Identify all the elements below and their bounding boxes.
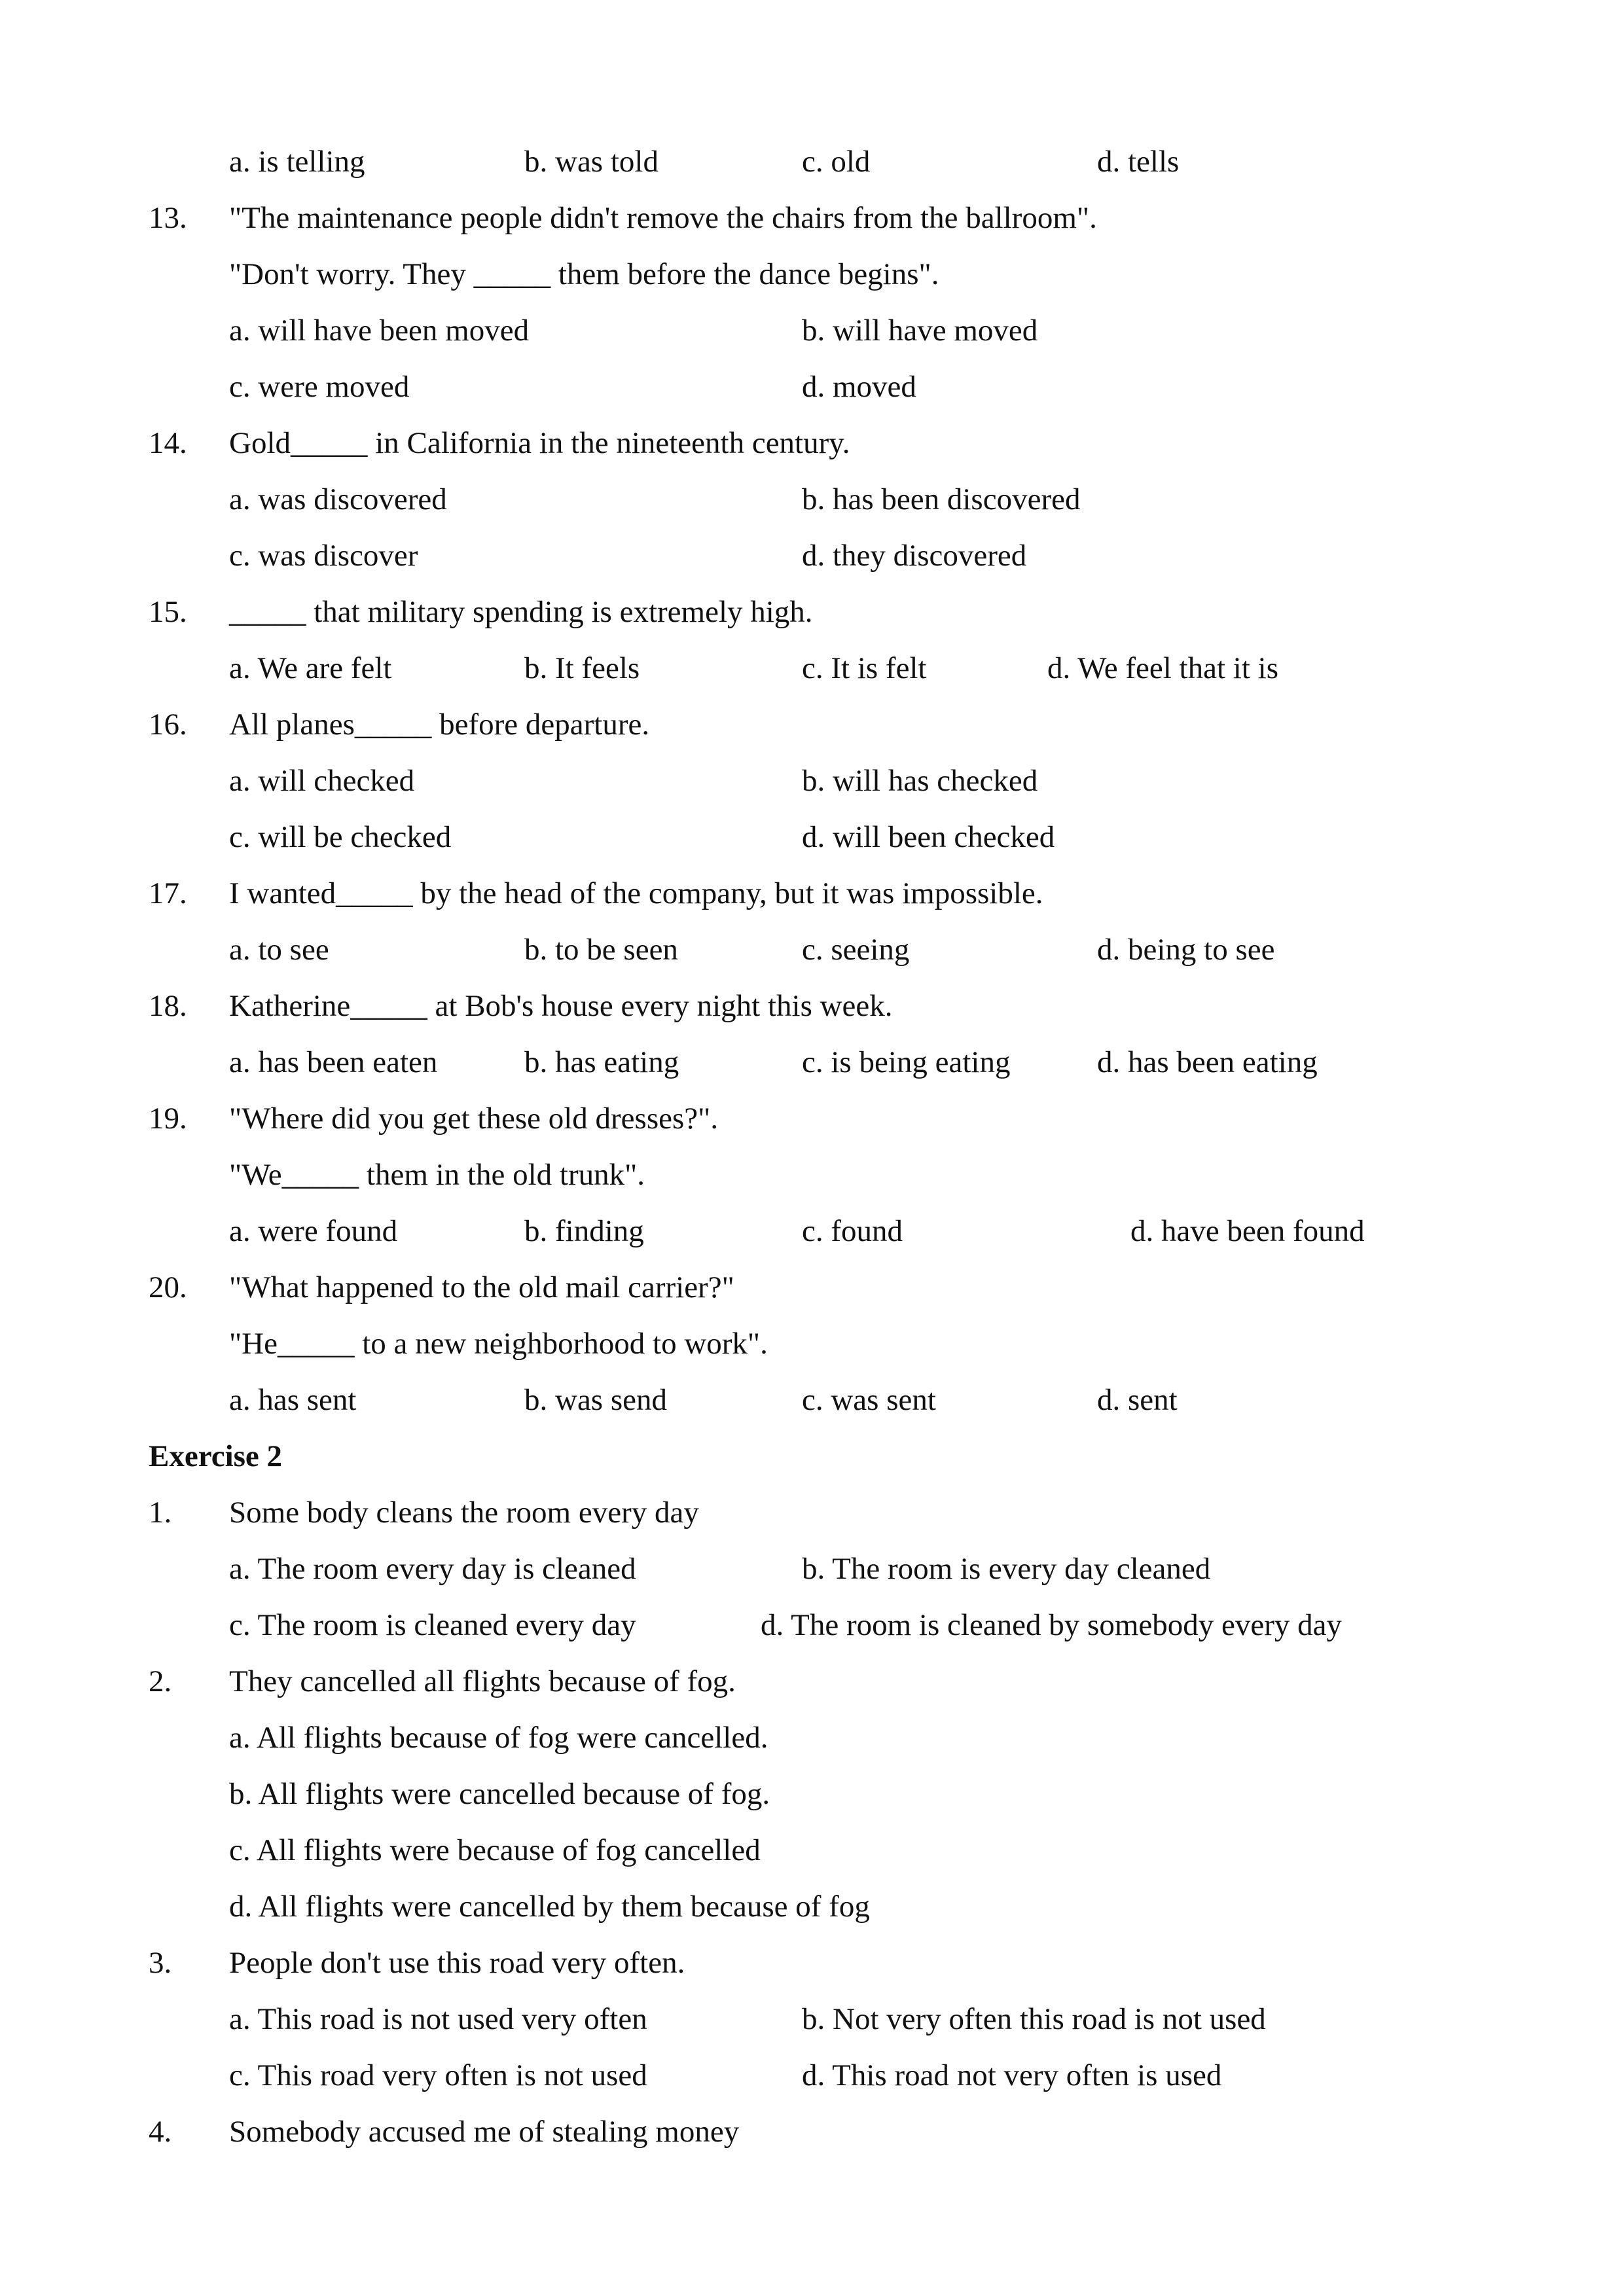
q14-number: 14. [149, 426, 187, 460]
exercise-2-heading: Exercise 2 [149, 1439, 283, 1473]
q19-option-d: d. have been found [1130, 1214, 1365, 1248]
q20-number: 20. [149, 1270, 187, 1304]
q13-stem: "The maintenance people didn't remove the chairs from the ballroom". [229, 201, 1097, 235]
q19-option-c: c. found [802, 1214, 903, 1248]
q15-stem: _____ that military spending is extremely high. [229, 595, 813, 629]
q14-option-d: d. they discovered [802, 539, 1027, 573]
q18-option-b: b. has eating [524, 1045, 679, 1079]
q20-option-b: b. was send [524, 1383, 667, 1417]
q15-number: 15. [149, 595, 187, 629]
ex2-q1-option-a: a. The room every day is cleaned [229, 1552, 636, 1586]
ex2-q3-option-d: d. This road not very often is used [802, 2058, 1222, 2092]
ex2-q3-option-a: a. This road is not used very often [229, 2002, 647, 2036]
q17-stem: I wanted_____ by the head of the company, but it was impossible. [229, 876, 1043, 910]
q16-number: 16. [149, 708, 187, 742]
ex2-q1-option-d: d. The room is cleaned by somebody every day [761, 1608, 1342, 1642]
q17-option-c: c. seeing [802, 933, 910, 967]
q20-stem-2: "He_____ to a new neighborhood to work". [229, 1327, 768, 1361]
q20-option-c: c. was sent [802, 1383, 936, 1417]
q15-option-b: b. It feels [524, 651, 640, 685]
ex2-q2-option-c: c. All flights were because of fog cancelled [229, 1833, 761, 1867]
q20-option-d: d. sent [1097, 1383, 1178, 1417]
q13-option-b: b. will have moved [802, 314, 1038, 348]
q17-option-a: a. to see [229, 933, 329, 967]
q14-option-b: b. has been discovered [802, 482, 1081, 516]
ex2-q2-option-d: d. All flights were cancelled by them because of fog [229, 1890, 870, 1924]
q19-stem-2: "We_____ them in the old trunk". [229, 1158, 645, 1192]
q13-stem-2: "Don't worry. They _____ them before the dance begins". [229, 257, 939, 291]
q16-option-d: d. will been checked [802, 820, 1055, 854]
q12-option-c: c. old [802, 145, 871, 179]
q19-stem: "Where did you get these old dresses?". [229, 1102, 719, 1136]
ex2-q3-stem: People don't use this road very often. [229, 1946, 685, 1980]
ex2-q2-option-a: a. All flights because of fog were cancelled. [229, 1721, 768, 1755]
ex2-q1-number: 1. [149, 1496, 172, 1530]
q19-option-b: b. finding [524, 1214, 644, 1248]
q15-option-c: c. It is felt [802, 651, 927, 685]
q18-number: 18. [149, 989, 187, 1023]
ex2-q2-option-b: b. All flights were cancelled because of fog. [229, 1777, 770, 1811]
ex2-q2-number: 2. [149, 1664, 172, 1698]
ex2-q3-option-c: c. This road very often is not used [229, 2058, 647, 2092]
q13-option-c: c. were moved [229, 370, 410, 404]
q14-option-c: c. was discover [229, 539, 418, 573]
q19-option-a: a. were found [229, 1214, 398, 1248]
q16-stem: All planes_____ before departure. [229, 708, 650, 742]
q13-option-a: a. will have been moved [229, 314, 530, 348]
ex2-q2-stem: They cancelled all flights because of fog. [229, 1664, 736, 1698]
ex2-q3-option-b: b. Not very often this road is not used [802, 2002, 1266, 2036]
ex2-q1-stem: Some body cleans the room every day [229, 1496, 699, 1530]
q16-option-b: b. will has checked [802, 764, 1038, 798]
q12-option-d: d. tells [1097, 145, 1180, 179]
q18-option-d: d. has been eating [1097, 1045, 1318, 1079]
q17-option-b: b. to be seen [524, 933, 678, 967]
ex2-q4-stem: Somebody accused me of stealing money [229, 2115, 740, 2149]
q20-stem: "What happened to the old mail carrier?" [229, 1270, 734, 1304]
ex2-q1-option-b: b. The room is every day cleaned [802, 1552, 1211, 1586]
q18-option-c: c. is being eating [802, 1045, 1011, 1079]
q20-option-a: a. has sent [229, 1383, 357, 1417]
q18-stem: Katherine_____ at Bob's house every night this week. [229, 989, 893, 1023]
q16-option-a: a. will checked [229, 764, 415, 798]
q14-stem: Gold_____ in California in the nineteenth century. [229, 426, 850, 460]
q15-option-a: a. We are felt [229, 651, 392, 685]
q17-number: 17. [149, 876, 187, 910]
ex2-q4-number: 4. [149, 2115, 172, 2149]
ex2-q1-option-c: c. The room is cleaned every day [229, 1608, 636, 1642]
q16-option-c: c. will be checked [229, 820, 452, 854]
q13-option-d: d. moved [802, 370, 916, 404]
q15-option-d: d. We feel that it is [1047, 651, 1278, 685]
ex2-q3-number: 3. [149, 1946, 172, 1980]
q19-number: 19. [149, 1102, 187, 1136]
q18-option-a: a. has been eaten [229, 1045, 438, 1079]
q12-option-b: b. was told [524, 145, 659, 179]
q17-option-d: d. being to see [1097, 933, 1275, 967]
q12-option-a: a. is telling [229, 145, 365, 179]
q14-option-a: a. was discovered [229, 482, 447, 516]
q13-number: 13. [149, 201, 187, 235]
